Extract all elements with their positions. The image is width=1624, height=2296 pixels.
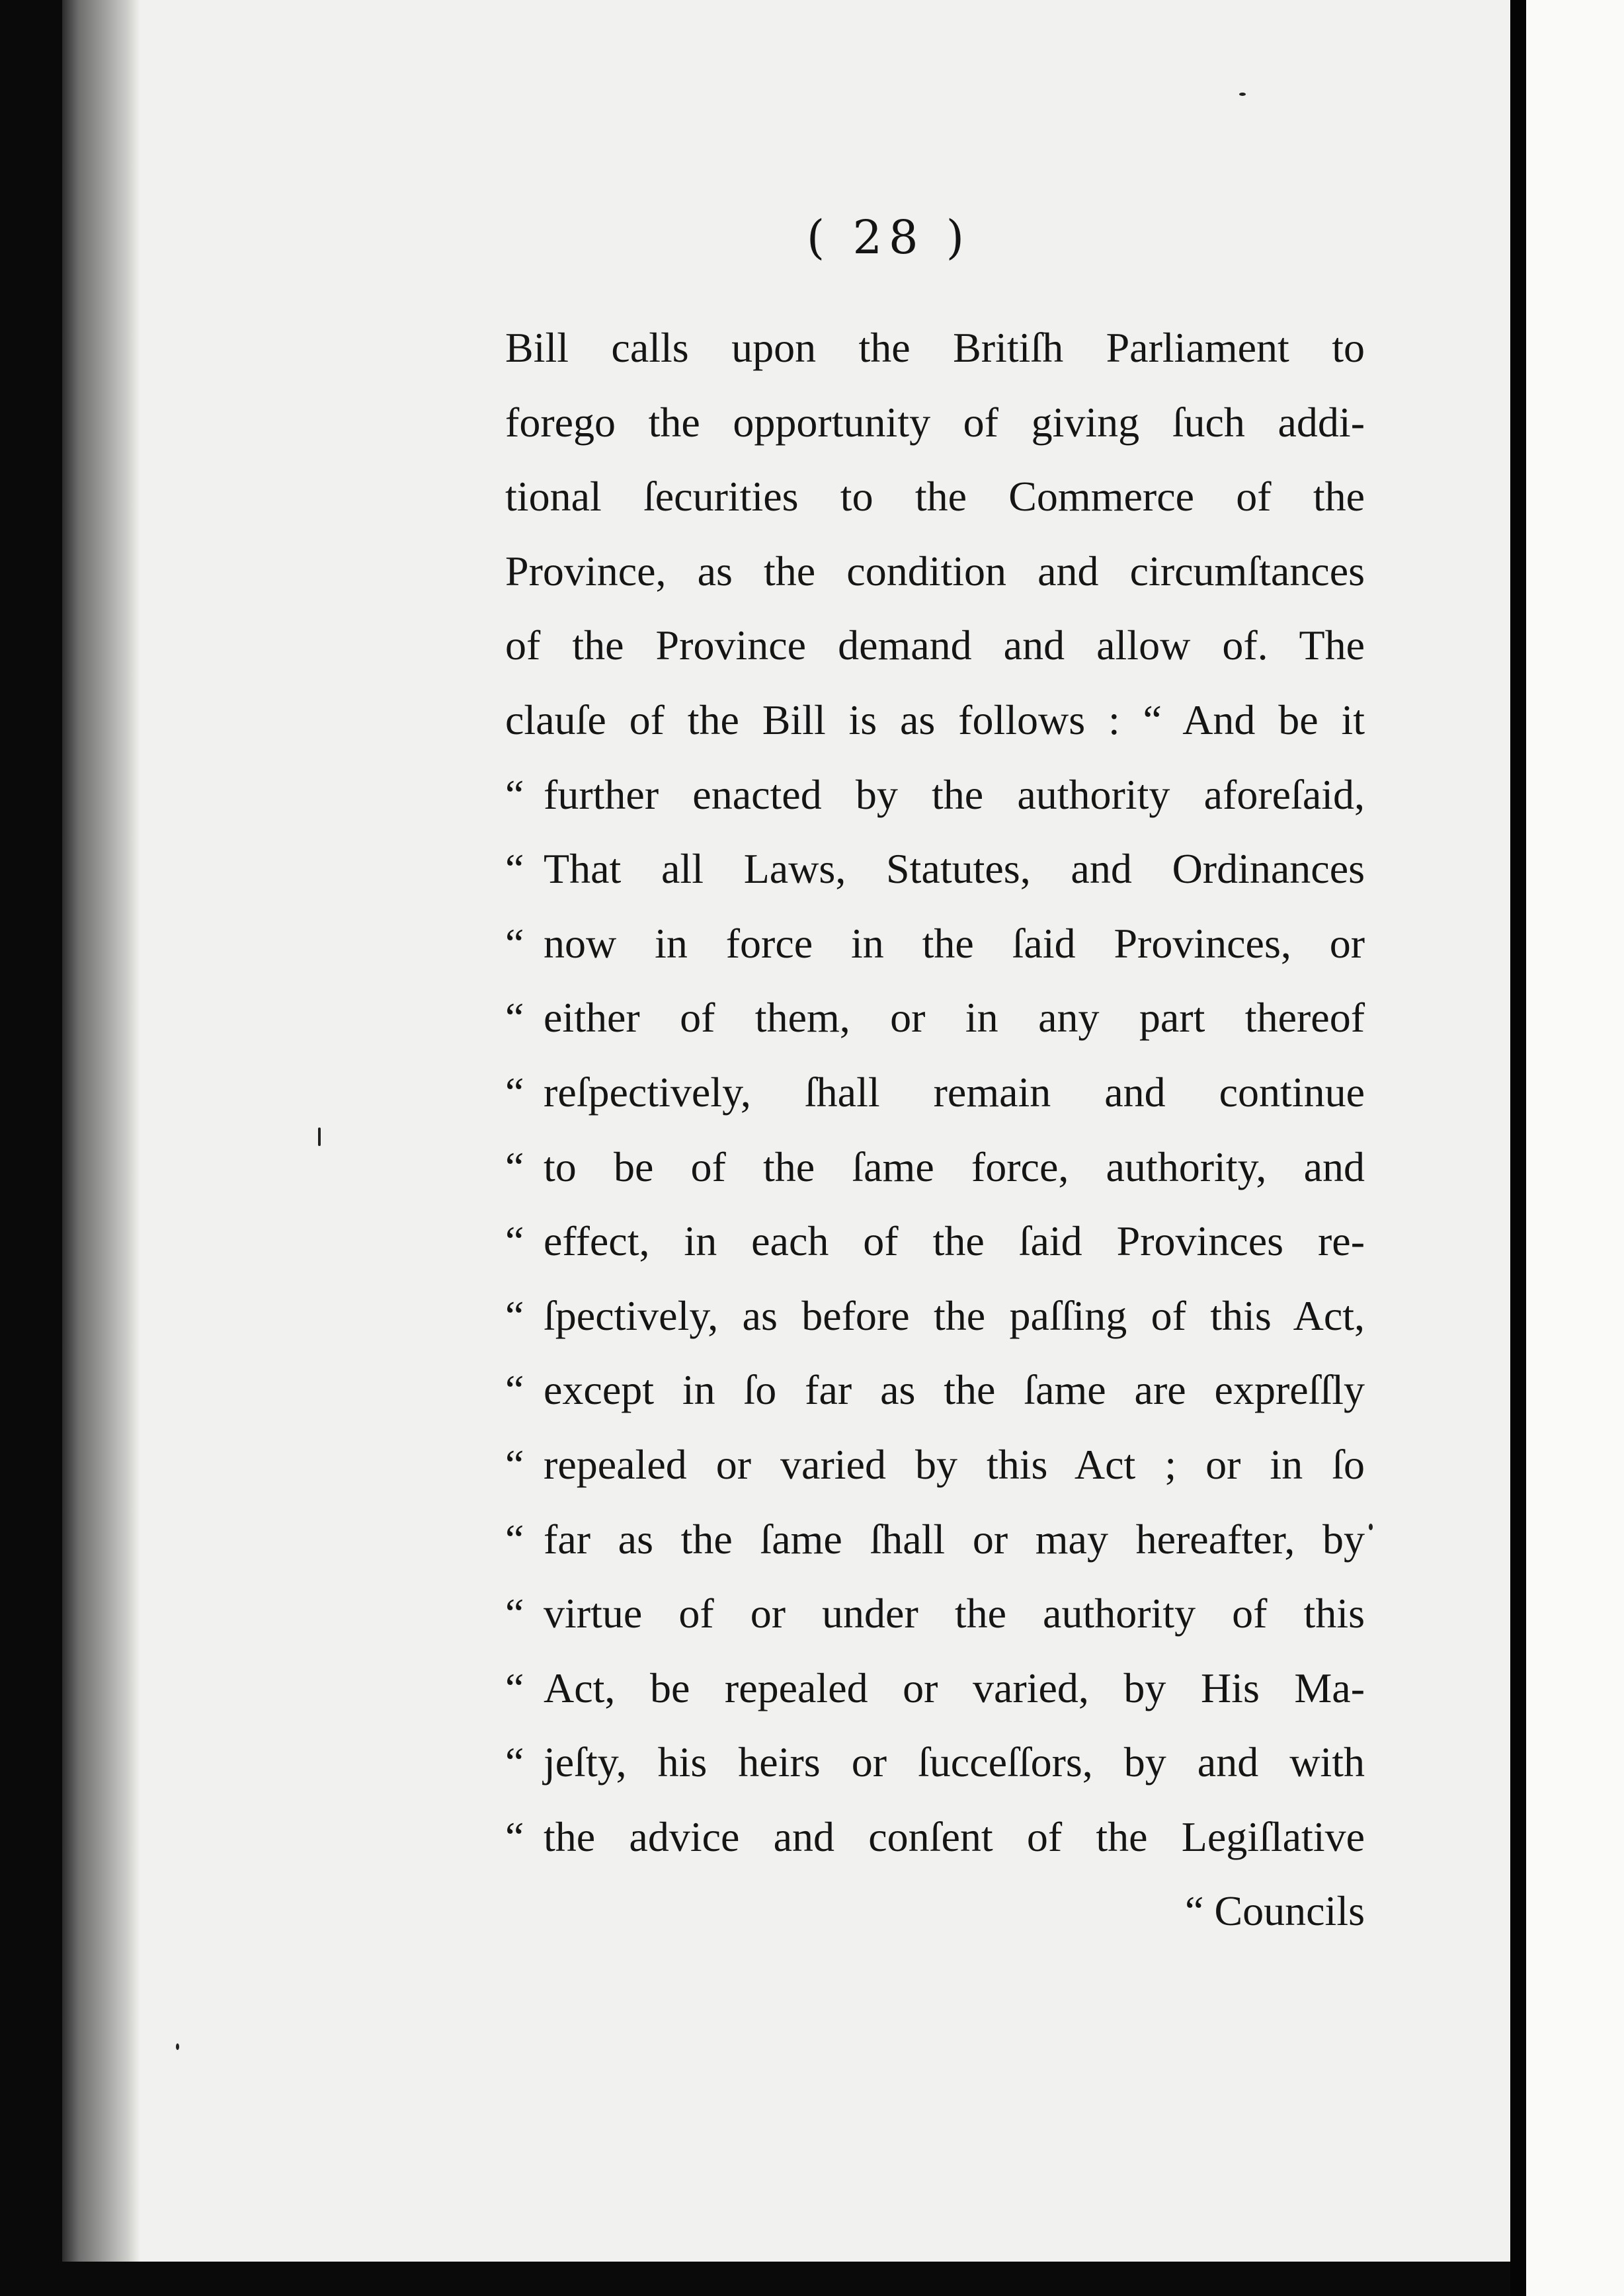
quote-mark: “ [505,1366,524,1414]
text-line: Bill calls upon the Britiſh Parliament to [505,324,1365,371]
book-page [62,0,1510,2262]
quote-mark: “ [505,845,524,893]
paper-speck [176,2043,179,2050]
quoted-line: “ further enacted by the authority aforeſaid, [505,758,1365,833]
quote-mark: “ [505,770,524,818]
quote-mark: “ [505,1440,524,1488]
quote-mark: “ [505,1292,524,1339]
text-line: clauſe of the Bill is as follows : “ And be it [505,696,1365,743]
binding-edge [128,0,140,2262]
quote-mark: “ [505,1664,524,1711]
quote-mark: “ [505,1143,524,1190]
quote-mark: “ [505,1739,524,1786]
quoted-line: “ either of them, or in any part thereof [505,981,1365,1055]
catchword: “ Councils [1185,1887,1365,1935]
text-line: tional ſecurities to the Commerce of the [505,473,1365,520]
quote-mark: “ [505,1515,524,1563]
quoted-line: “ That all Laws, Statutes, and Ordinances [505,832,1365,907]
quoted-line: “ to be of the ſame force, authority, and [505,1130,1365,1205]
body-text [505,311,1365,1949]
text-line: Province, as the condition and circumſtances [505,547,1365,594]
quoted-line: “ repealed or varied by this Act ; or in ſo [505,1428,1365,1502]
text-line: forego the opportunity of giving ſuch addi- [505,398,1365,446]
page-gutter [1510,0,1526,2296]
binding-shadow [62,0,128,2262]
quote-mark: “ [505,1813,524,1860]
quoted-line: “ reſpectively, ſhall remain and continue [505,1055,1365,1130]
paper-speck [1239,93,1246,96]
text-line: of the Province demand and allow of. The [505,622,1365,669]
quoted-line: “ effect, in each of the ſaid Provinces re- [505,1204,1365,1279]
quoted-line: “ jeſty, his heirs or ſucceſſors, by and with [505,1725,1365,1800]
quoted-line: “ virtue of or under the authority of this [505,1577,1365,1651]
quoted-line: “ the advice and conſent of the Legiſlative [505,1800,1365,1875]
paper-speck [1369,1524,1373,1530]
quote-mark: “ [505,1068,524,1116]
quote-mark: “ [505,1217,524,1265]
quoted-line: “ far as the ſame ſhall or may hereafter, by [505,1502,1365,1577]
quote-mark: “ [505,919,524,967]
quote-mark: “ [505,994,524,1042]
quoted-line: “ Act, be repealed or varied, by His Ma- [505,1651,1365,1726]
facing-page-edge [1526,0,1624,2296]
paper-speck [318,1128,321,1146]
page-number: ( 28 ) [806,210,971,265]
quoted-line: “ ſpectively, as before the paſſing of this Act, [505,1279,1365,1354]
quote-mark: “ [505,1590,524,1637]
quoted-line: “ now in force in the ſaid Provinces, or [505,907,1365,981]
quoted-line: “ except in ſo far as the ſame are expreſſly [505,1353,1365,1428]
